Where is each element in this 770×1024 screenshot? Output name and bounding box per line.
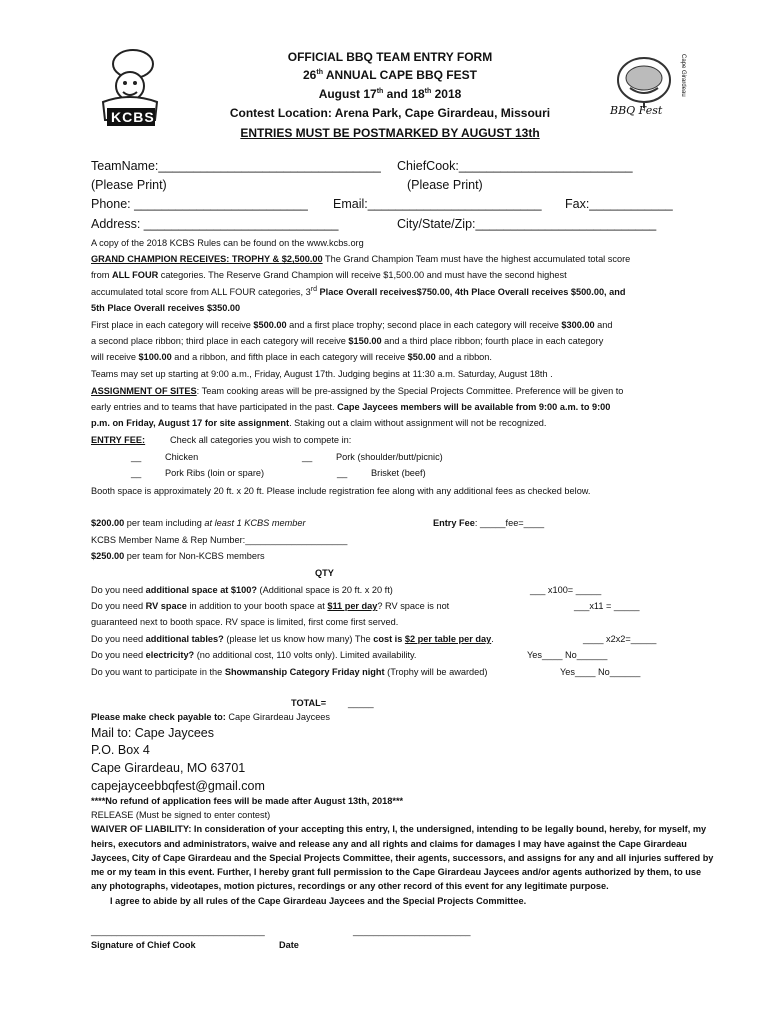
- please-print-label: (Please Print): [407, 178, 483, 192]
- mail-city-line: Cape Girardeau, MO 63701: [91, 761, 246, 775]
- site-assignment-line: early entries and to teams that have participated in the past. Cape Jaycees members will be available from 9:00 a.m. to 9:00: [91, 402, 611, 412]
- tables-qty-field[interactable]: ____ x2x2=_____: [583, 634, 657, 644]
- site-assignment-line: ASSIGNMENT OF SITES: Team cooking areas will be pre-assigned by the Special Projects Committee. Preference will be given to: [91, 386, 624, 396]
- agreement-line: I agree to abide by all rules of the Cape Girardeau Jaycees and the Special Projects Committee.: [110, 896, 527, 906]
- entry-fee-heading: ENTRY FEE:: [91, 435, 146, 445]
- please-print-label: (Please Print): [91, 178, 167, 192]
- release-heading: RELEASE (Must be signed to enter contest): [91, 810, 271, 820]
- fifth-place-line: 5th Place Overall receives $350.00: [91, 303, 241, 313]
- waiver-line: me or my team in this event. Further, I hereby grant full permission to the Cape Girardeau Jaycees and/or agents authorized by them, to use: [91, 867, 702, 877]
- signature-field[interactable]: __________________________________: [91, 926, 265, 936]
- bbq-fest-side-text: Cape Girardeau: [680, 54, 686, 97]
- date-field[interactable]: _______________________: [353, 926, 471, 936]
- entry-fee-instructions: Check all categories you wish to compete in:: [170, 435, 352, 445]
- annual-heading: 26th ANNUAL CAPE BBQ FEST: [303, 68, 477, 82]
- date-label: Date: [279, 940, 299, 950]
- waiver-line: WAIVER OF LIABILITY: In consideration of your accepting this entry, I, the undersigned, intending to be legally bound, hereby, for myself, my: [91, 824, 707, 834]
- signature-label: Signature of Chief Cook: [91, 940, 196, 950]
- form-title: OFFICIAL BBQ TEAM ENTRY FORM: [287, 50, 493, 64]
- reserve-champion-line: from ALL FOUR categories. The Reserve Grand Champion will receive $1,500.00 and must have the second highest: [91, 270, 567, 280]
- electricity-yes-no[interactable]: Yes____ No______: [527, 650, 608, 660]
- setup-times: Teams may set up starting at 9:00 a.m., Friday, August 17th. Judging begins at 11:30 a.m. Saturday, August 18th .: [91, 369, 553, 379]
- booth-space-note: Booth space is approximately 20 ft. x 20 ft. Please include registration fee along with any additional fees as checked below.: [91, 486, 591, 496]
- category-prizes-line: a second place ribbon; third place in each category will receive $150.00 and a third place ribbon; fourth place in each category: [91, 336, 604, 346]
- waiver-line: Jaycees, City of Cape Girardeau and the Special Projects Committee, their agents, successors, and assigns for any and all injuries suffered by: [91, 853, 714, 863]
- email-field[interactable]: Email:_________________________: [333, 197, 542, 211]
- no-refund-note: ****No refund of application fees will be made after August 13th, 2018***: [91, 796, 404, 806]
- chief-cook-field[interactable]: ChiefCook:_________________________: [397, 159, 633, 173]
- mail-address-line: P.O. Box 4: [91, 743, 150, 757]
- rv-space-question: Do you need RV space in addition to your booth space at $11 per day? RV space is not: [91, 601, 450, 611]
- rv-space-qty-field[interactable]: ___x11 = _____: [574, 601, 640, 611]
- showmanship-yes-no[interactable]: Yes____ No______: [560, 667, 641, 677]
- waiver-line: heirs, executors and administrators, waive and release any and all rights and claims for damages I may have against the Cape Girardeau: [91, 839, 687, 849]
- entry-fee-field[interactable]: Entry Fee: _____fee=____: [433, 518, 545, 528]
- city-state-zip-field[interactable]: City/State/Zip:__________________________: [397, 217, 657, 231]
- fax-field[interactable]: Fax:____________: [565, 197, 673, 211]
- ribs-label: Pork Ribs (loin or spare): [165, 468, 265, 478]
- mail-to-line: Mail to: Cape Jaycees: [91, 726, 214, 740]
- pork-checkbox[interactable]: __: [302, 452, 313, 462]
- rv-space-note: guaranteed next to booth space. RV space is limited, first come first served.: [91, 617, 399, 627]
- chicken-label: Chicken: [165, 452, 199, 462]
- total-label: TOTAL=: [291, 698, 327, 708]
- electricity-question: Do you need electricity? (no additional cost, 110 volts only). Limited availability.: [91, 650, 417, 660]
- kcbs-logo: [95, 42, 165, 130]
- chicken-checkbox[interactable]: __: [131, 452, 142, 462]
- contact-email: capejayceebbqfest@gmail.com: [91, 779, 265, 793]
- site-assignment-line: p.m. on Friday, August 17 for site assignment. Staking out a claim without assignment will not be recognized.: [91, 418, 547, 428]
- phone-field[interactable]: Phone: _________________________: [91, 197, 308, 211]
- payable-to: Please make check payable to: Cape Girardeau Jaycees: [91, 712, 331, 722]
- pork-label: Pork (shoulder/butt/picnic): [336, 452, 443, 462]
- kcbs-member-fee: $200.00 per team including at least 1 KCBS member: [91, 518, 306, 528]
- member-name-field[interactable]: KCBS Member Name & Rep Number:____________________: [91, 535, 348, 545]
- bbq-fest-logo-text: BBQ Fest: [610, 104, 663, 117]
- rules-note: A copy of the 2018 KCBS Rules can be found on the www.kcbs.org: [91, 238, 364, 248]
- date-heading: August 17th and 18th 2018: [318, 87, 462, 101]
- brisket-label: Brisket (beef): [371, 468, 426, 478]
- total-field[interactable]: _____: [348, 698, 374, 708]
- grand-champion-line: GRAND CHAMPION RECEIVES: TROPHY & $2,500.00 The Grand Champion Team must have the highest accumulated total score: [91, 254, 631, 264]
- category-prizes-line: will receive $100.00 and a ribbon, and fifth place in each category will receive $50.00 and a ribbon.: [91, 352, 492, 362]
- showmanship-question: Do you want to participate in the Showmanship Category Friday night (Trophy will be awarded): [91, 667, 488, 677]
- waiver-line: any photographs, videotapes, motion pictures, recordings or any other record of this event for any legitimate purpose.: [91, 881, 609, 891]
- non-member-fee: $250.00 per team for Non-KCBS members: [91, 551, 265, 561]
- tables-question: Do you need additional tables? (please let us know how many) The cost is $2 per table per day.: [91, 634, 494, 644]
- brisket-checkbox[interactable]: __: [337, 468, 348, 478]
- location-heading: Contest Location: Arena Park, Cape Girardeau, Missouri: [229, 106, 551, 120]
- address-field[interactable]: Address: ____________________________: [91, 217, 339, 231]
- ribs-checkbox[interactable]: __: [131, 468, 142, 478]
- additional-space-question: Do you need additional space at $100? (Additional space is 20 ft. x 20 ft): [91, 585, 393, 595]
- deadline-heading: ENTRIES MUST BE POSTMARKED BY AUGUST 13th: [240, 126, 540, 140]
- overall-places-line: accumulated total score from ALL FOUR categories, 3rd Place Overall receives$750.00, 4th Place Overall receives $500.00, and: [91, 286, 626, 298]
- team-name-field[interactable]: TeamName:________________________________: [91, 159, 381, 173]
- category-prizes-line: First place in each category will receive $500.00 and a first place trophy; second place in each category will receive $300.00 and: [91, 320, 613, 330]
- bbq-fest-logo: [608, 48, 688, 120]
- additional-space-qty-field[interactable]: ___ x100= _____: [530, 585, 602, 595]
- qty-heading: QTY: [315, 568, 334, 578]
- kcbs-logo-text: KCBS: [111, 109, 155, 125]
